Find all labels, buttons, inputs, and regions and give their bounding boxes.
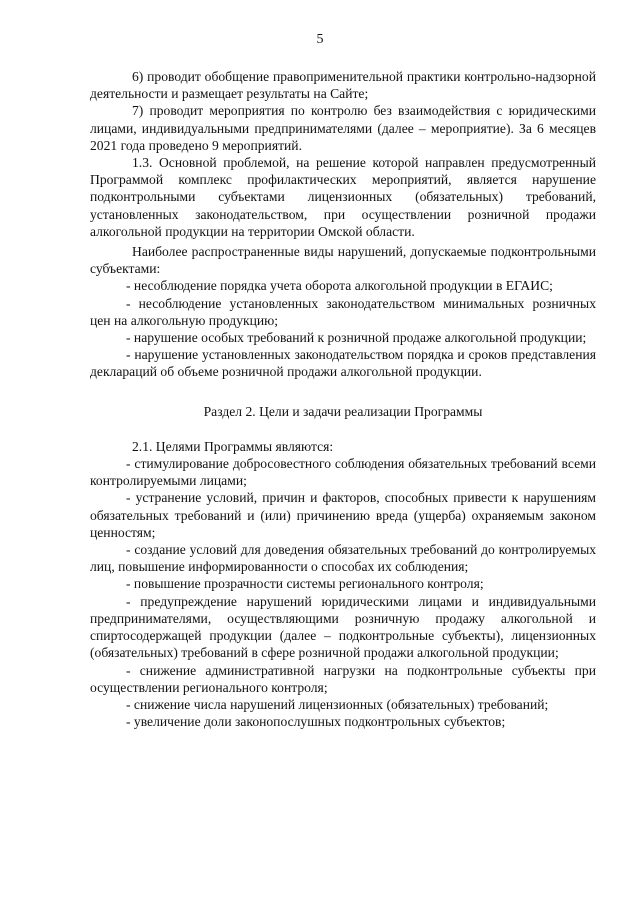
list-item: 6) проводит обобщение правоприменительной практики контрольно-надзорной деятельности и размещает результаты на Сайте;	[90, 69, 596, 102]
paragraph-1-3: 1.3. Основной проблемой, на решение которой направлен предусмотренный Программой комплекс профилактических мероприятий, является нарушение подконтрольными субъектами лицензионных (обязательных) требований, установленных законодательством, при осуществлении розничной продажи алкогольной продукции на территории Омской области.	[90, 155, 596, 239]
violation-item: - нарушение особых требований к розничной продаже алкогольной продукции;	[126, 330, 587, 346]
violation-item: - несоблюдение порядка учета оборота алкогольной продукции в ЕГАИС;	[126, 278, 553, 294]
violation-item: - несоблюдение установленных законодательством минимальных розничных цен на алкогольную продукцию;	[90, 295, 596, 328]
document-body	[90, 68, 596, 730]
section-heading: Раздел 2. Цели и задачи реализации Программы	[203, 403, 483, 419]
violation-item: - нарушение установленных законодательством порядка и сроков представления деклараций об объеме розничной продажи алкогольной продукции.	[90, 347, 596, 380]
goal-item: - снижение административной нагрузки на подконтрольные субъекты при осуществлении регионального контроля;	[90, 662, 596, 695]
goals-intro: 2.1. Целями Программы являются:	[132, 438, 334, 454]
goal-item: - создание условий для доведения обязательных требований до контролируемых лиц, повышение информированности о способах их соблюдения;	[90, 542, 596, 575]
goal-item: - снижение числа нарушений лицензионных (обязательных) требований;	[126, 696, 549, 712]
goal-item: - повышение прозрачности системы регионального контроля;	[126, 576, 484, 592]
violations-intro: Наиболее распространенные виды нарушений, допускаемые подконтрольными субъектами:	[90, 244, 596, 277]
list-item: 7) проводит мероприятия по контролю без взаимодействия с юридическими лицами, индивидуальными предпринимателями (далее – мероприятие). За 6 месяцев 2021 года проведено 9 мероприятий.	[90, 103, 596, 153]
page-number: 5	[316, 32, 324, 47]
goal-item: - предупреждение нарушений юридическими лицами и индивидуальными предпринимателями, осуществляющими розничную продажу алкогольной и спиртосодержащей продукции (далее – подконтрольные субъекты), лицензионных (обязательных) требований в сфере розничной продажи алкогольной продукции;	[90, 593, 596, 661]
goal-item: - увеличение доли законопослушных подконтрольных субъектов;	[126, 714, 506, 730]
goal-item: - стимулирование добросовестного соблюдения обязательных требований всеми контролируемыми лицами;	[90, 456, 596, 489]
goal-item: - устранение условий, причин и факторов, способных привести к нарушениям обязательных требований и (или) причинению вреда (ущерба) охраняемым законом ценностям;	[90, 490, 596, 540]
